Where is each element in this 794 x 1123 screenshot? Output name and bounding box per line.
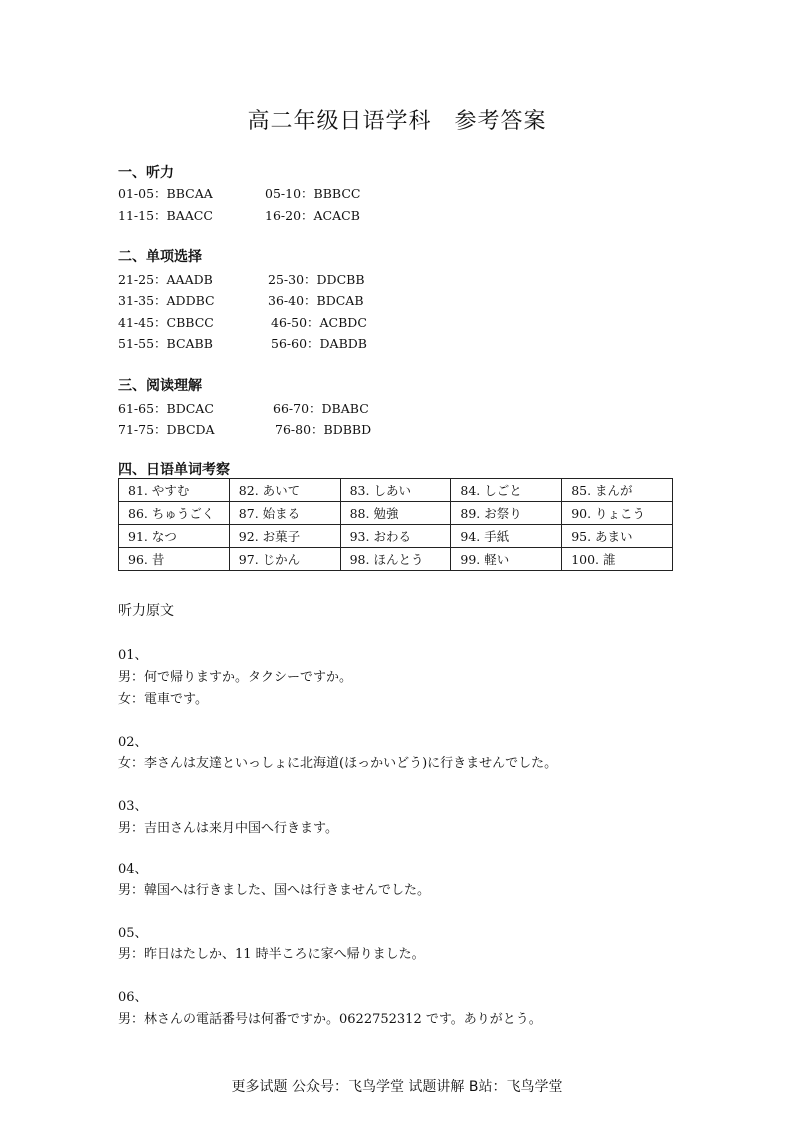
answer-cell: 36-40：BDCAB <box>268 293 364 308</box>
answer-row <box>118 313 618 333</box>
transcript-line: 男：韓国へは行きました、国へは行きませんでした。 <box>118 883 431 898</box>
answer-cell: 66-70：DBABC <box>273 401 369 416</box>
transcript-item-number: 01、 <box>118 648 148 663</box>
answer-cell: 11-15：BAACC <box>118 208 213 223</box>
answer-cell: 16-20：ACACB <box>265 208 360 223</box>
table-cell: 90. りょこう <box>562 502 673 525</box>
answer-cell: 46-50：ACBDC <box>271 315 367 330</box>
table-row <box>119 525 673 548</box>
table-cell: 96. 昔 <box>119 548 230 571</box>
answer-cell: 56-60：DABDB <box>271 336 367 351</box>
table-cell: 100. 誰 <box>562 548 673 571</box>
transcript-heading: 听力原文 <box>118 603 174 619</box>
page-title: 高二年级日语学科 参考答案 <box>247 109 547 134</box>
transcript-line: 女：電車です。 <box>118 692 208 707</box>
table-cell: 93. おわる <box>340 525 451 548</box>
table-cell: 94. 手紙 <box>451 525 562 548</box>
answer-cell: 71-75：DBCDA <box>118 422 215 437</box>
answer-row <box>118 184 618 204</box>
transcript-item-number: 02、 <box>118 735 148 750</box>
table-cell: 95. あまい <box>562 525 673 548</box>
answer-cell: 51-55：BCABB <box>118 336 213 351</box>
answer-cell: 61-65：BDCAC <box>118 401 214 416</box>
answer-cell: 01-05：BBCAA <box>118 186 213 201</box>
table-cell: 86. ちゅうごく <box>119 502 230 525</box>
answer-row <box>118 206 618 226</box>
section-heading-listening: 一、听力 <box>118 165 174 181</box>
table-cell: 85. まんが <box>562 479 673 502</box>
vocab-answer-table <box>118 478 673 571</box>
table-cell: 92. お菓子 <box>229 525 340 548</box>
page-footer: 更多试题 公众号：飞鸟学堂 试题讲解 B站：飞鸟学堂 <box>231 1079 563 1095</box>
transcript-line: 男：何で帰りますか。タクシーですか。 <box>118 670 353 685</box>
table-cell: 97. じかん <box>229 548 340 571</box>
answer-cell: 05-10：BBBCC <box>265 186 361 201</box>
transcript-item-number: 03、 <box>118 799 148 814</box>
table-cell: 84. しごと <box>451 479 562 502</box>
table-cell: 98. ほんとう <box>340 548 451 571</box>
transcript-line: 男：昨日はたしか、11 時半ころに家へ帰りました。 <box>118 947 425 962</box>
table-row <box>119 502 673 525</box>
table-row <box>119 548 673 571</box>
answer-cell: 21-25：AAADB <box>118 272 213 287</box>
answer-row <box>118 420 618 440</box>
answer-cell: 31-35：ADDBC <box>118 293 215 308</box>
answer-cell: 41-45：CBBCC <box>118 315 214 330</box>
table-cell: 88. 勉強 <box>340 502 451 525</box>
transcript-item-number: 05、 <box>118 926 148 941</box>
section-heading-single-choice: 二、单项选择 <box>118 249 202 265</box>
table-cell: 99. 軽い <box>451 548 562 571</box>
transcript-line: 男：吉田さんは来月中国へ行きます。 <box>118 821 338 836</box>
answer-cell: 25-30：DDCBB <box>268 272 365 287</box>
transcript-item-number: 06、 <box>118 990 148 1005</box>
table-cell: 87. 始まる <box>229 502 340 525</box>
answer-cell: 76-80：BDBBD <box>275 422 372 437</box>
section-heading-vocab: 四、日语单词考察 <box>118 462 230 478</box>
section-heading-reading: 三、阅读理解 <box>118 378 202 394</box>
answer-row <box>118 291 618 311</box>
table-cell: 81. やすむ <box>119 479 230 502</box>
answer-row <box>118 399 618 419</box>
table-row <box>119 479 673 502</box>
transcript-line: 女：李さんは友達といっしょに北海道(ほっかいどう)に行きませんでした。 <box>118 756 558 771</box>
answer-row <box>118 334 618 354</box>
transcript-line: 男：林さんの電話番号は何番ですか。0622752312 です。ありがとう。 <box>118 1012 542 1027</box>
table-cell: 83. しあい <box>340 479 451 502</box>
table-cell: 82. あいて <box>229 479 340 502</box>
transcript-item-number: 04、 <box>118 862 148 877</box>
answer-row <box>118 270 618 290</box>
table-cell: 89. お祭り <box>451 502 562 525</box>
table-cell: 91. なつ <box>119 525 230 548</box>
